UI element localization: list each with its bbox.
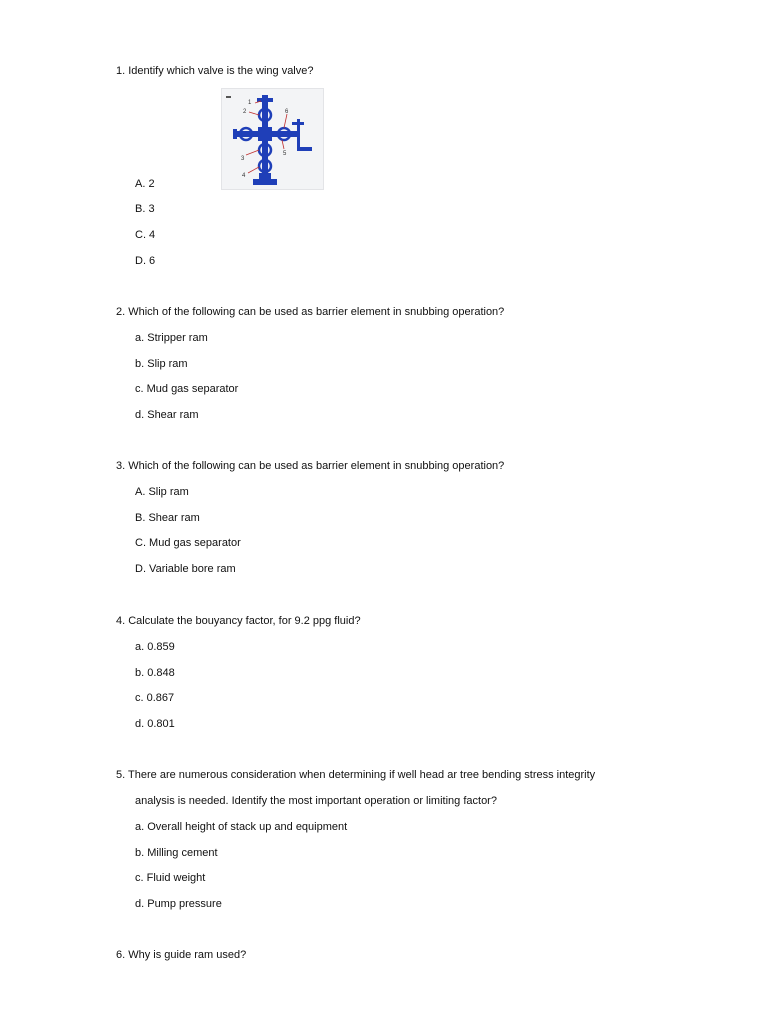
callout-4: 4: [242, 173, 246, 179]
question-4-text: 4. Calculate the bouyancy factor, for 9.2 ppg fluid?: [116, 615, 361, 627]
question-2-option-c: c. Mud gas separator: [135, 383, 239, 395]
question-3-option-c: C. Mud gas separator: [135, 537, 241, 549]
question-5-option-b: b. Milling cement: [135, 847, 218, 859]
question-4-option-d: d. 0.801: [135, 718, 175, 730]
question-5-option-c: c. Fluid weight: [135, 872, 206, 884]
question-3-option-a: A. Slip ram: [135, 486, 189, 498]
question-4-option-a: a. 0.859: [135, 641, 175, 653]
question-1-option-a: A. 2: [135, 178, 155, 190]
question-3-text: 3. Which of the following can be used as barrier element in snubbing operation?: [116, 460, 505, 472]
question-5-text-continued: analysis is needed. Identify the most important operation or limiting factor?: [135, 795, 497, 807]
question-3-option-d: D. Variable bore ram: [135, 563, 236, 575]
question-4-option-b: b. 0.848: [135, 667, 175, 679]
question-1-option-d: D. 6: [135, 255, 156, 267]
callout-3: 3: [241, 156, 245, 162]
callout-5: 5: [283, 151, 287, 157]
question-1-option-b: B. 3: [135, 203, 155, 215]
question-1-option-c: C. 4: [135, 229, 156, 241]
christmas-tree-icon: [222, 89, 323, 189]
question-5-option-d: d. Pump pressure: [135, 898, 222, 910]
question-6-text: 6. Why is guide ram used?: [116, 949, 247, 961]
question-2-text: 2. Which of the following can be used as barrier element in snubbing operation?: [116, 306, 505, 318]
question-2-option-d: d. Shear ram: [135, 409, 199, 421]
wellhead-diagram-figure: [221, 88, 324, 190]
question-4-option-c: c. 0.867: [135, 692, 175, 704]
question-2-option-a: a. Stripper ram: [135, 332, 208, 344]
callout-6: 6: [285, 109, 289, 115]
question-5-option-a: a. Overall height of stack up and equipment: [135, 821, 348, 833]
question-2-option-b: b. Slip ram: [135, 358, 188, 370]
callout-2: 2: [243, 109, 247, 115]
question-1-text: 1. Identify which valve is the wing valve?: [116, 65, 314, 77]
question-3-option-b: B. Shear ram: [135, 512, 200, 524]
callout-1: 1: [248, 100, 252, 106]
question-5-text: 5. There are numerous consideration when determining if well head ar tree bending stress integrity: [116, 769, 596, 781]
